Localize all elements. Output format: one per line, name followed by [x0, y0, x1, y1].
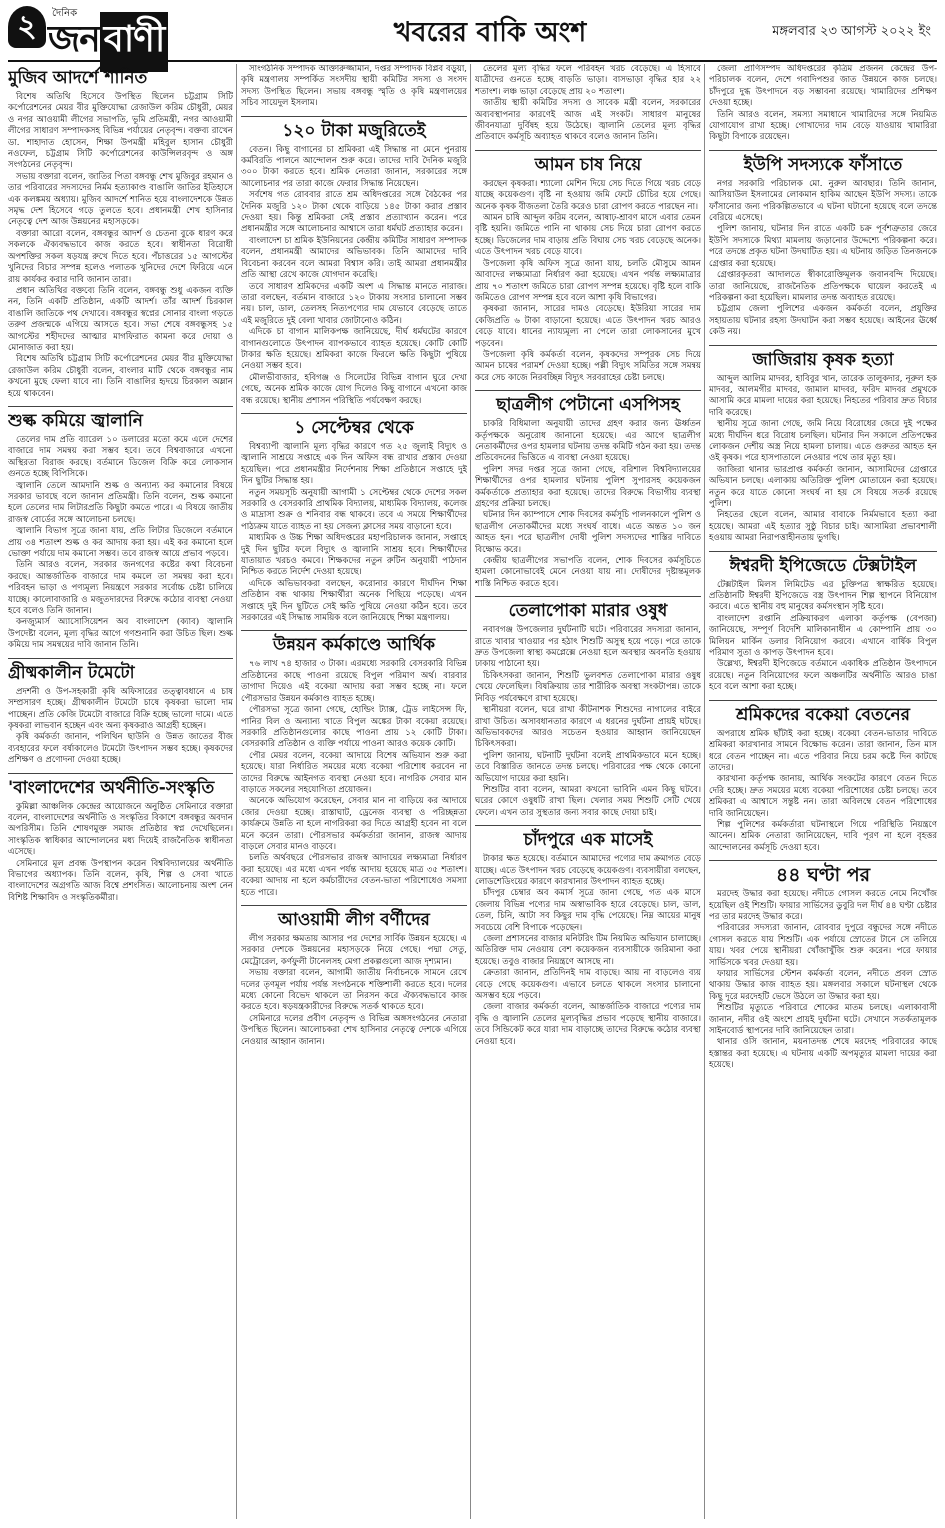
- story-separator: [475, 596, 701, 597]
- column-divider: [704, 64, 705, 1519]
- story-paragraph: চাকরি বিধিমালা অনুযায়ী তাদের গ্রহণ করার জন্য ঊর্ধ্বতন কর্তৃপক্ষকে অনুরোধ জানানো হয়েছে। এর আগে ছাত্রলীগ নেতাকর্মীদের ওপর হামলার ঘটনায় তদন্ত কমিটি গঠন করা হয়। তদন্ত প্রতিবেদনের ভিত্তিতে এ ব্যবস্থা নেওয়া হয়েছে।: [475, 419, 701, 464]
- story-paragraph: এদিকে চা বাগান মালিকপক্ষ জানিয়েছে, দীর্ঘ ধর্মঘটের কারণে বাগানগুলোতে উৎপাদন ব্যাপকভাবে ব্যাহত হয়েছে। কোটি কোটি টাকার ক্ষতি হয়েছে। শ্রমিকরা কাজে ফিরলে ক্ষতি কিছুটা পুষিয়ে নেওয়া সম্ভব হবে।: [241, 327, 467, 372]
- story-paragraph: শিশুটির বাবা বলেন, আমরা কখনো ভাবিনি এমন কিছু ঘটবে। ঘরের কোণে ওষুধটি রাখা ছিল। খেলার সময় শিশুটি সেটি খেয়ে ফেলে। এখন তার সুস্থতার জন্য সবার কাছে দোয়া চাই।: [475, 784, 701, 818]
- section-title: খবরের বাকি অংশ: [393, 17, 587, 48]
- story-headline: ১ সেপ্টেম্বর থেকে: [294, 417, 414, 438]
- column-1: [8, 64, 233, 1519]
- story-paragraph: জাতীয় স্থায়ী কমিটির সদস্য ও সাবেক মন্ত্রী বলেন, সরকারের অব্যবস্থাপনার কারণেই আজ এই সংকট। সাধারণ মানুষের জীবনযাত্রা দুর্বিষহ হয়ে উঠেছে। জ্বালানি তেলের মূল্য বৃদ্ধির প্রতিবাদে কর্মসূচি অব্যাহত থাকবে বলেও জানান তিনি।: [475, 98, 701, 143]
- story-paragraph: মাধ্যমিক ও উচ্চ শিক্ষা অধিদপ্তরের মহাপরিচালক জানান, সপ্তাহে দুই দিন ছুটির ফলে বিদ্যুৎ ও জ্বালানি সাশ্রয় হবে। শিক্ষার্থীদের যাতায়াত খরচও কমবে। শিক্ষকদের নতুন রুটিন অনুযায়ী পাঠদান নিশ্চিত করতে নির্দেশ দেওয়া হয়েছে।: [241, 533, 467, 578]
- story-headline: মুজিব আদর্শে শানিত: [8, 68, 148, 88]
- news-story: [475, 64, 701, 144]
- story-separator: [475, 150, 701, 151]
- story-paragraph: মরদেহ উদ্ধার করা হয়েছে। নদীতে গোসল করতে নেমে নিখোঁজ হয়েছিল ওই শিশুটি। ফায়ার সার্ভিসের ডুবুরি দল দীর্ঘ ৪৪ ঘণ্টা চেষ্টার পর তার মরদেহ উদ্ধার করে।: [709, 889, 937, 922]
- story-headline: শ্রমিকদের বকেয়া বেতনের: [735, 704, 911, 725]
- news-story: [709, 64, 937, 144]
- story-paragraph: পরিবারের সদস্যরা জানান, রোববার দুপুরে বন্ধুদের সঙ্গে নদীতে গোসল করতে যায় শিশুটি। এক পর্যায়ে স্রোতের টানে সে তলিয়ে যায়। খবর পেয়ে স্থানীয়রা খোঁজাখুঁজি শুরু করেন। পরে ফায়ার সার্ভিসকে খবর দেওয়া হয়।: [709, 923, 937, 968]
- story-paragraph: স্থানীয় সূত্রে জানা গেছে, জমি নিয়ে বিরোধের জেরে দুই পক্ষের মধ্যে দীর্ঘদিন ধরে বিরোধ চলছিল। ঘটনার দিন সকালে প্রতিপক্ষের লোকজন দেশীয় অস্ত্র নিয়ে হামলা চালায়। এতে গুরুতর আহত হন ওই কৃষক। পরে হাসপাতালে নেওয়ার পথে তার মৃত্যু হয়।: [709, 419, 937, 464]
- story-paragraph: সর্বশেষ গত রোববার রাতে শ্রম অধিদপ্তরের সঙ্গে বৈঠকের পর দৈনিক মজুরি ১২০ টাকা থেকে বাড়িয়ে ১৪৫ টাকা করার প্রস্তাব দেওয়া হয়। কিন্তু শ্রমিকরা সেই প্রস্তাব প্রত্যাখ্যান করেন। পরে প্রধানমন্ত্রীর সঙ্গে আলোচনার আশ্বাসে তারা ধর্মঘট প্রত্যাহার করেন।: [241, 190, 467, 235]
- story-paragraph: থানার ওসি জানান, ময়নাতদন্ত শেষে মরদেহ পরিবারের কাছে হস্তান্তর করা হয়েছে। এ ঘটনায় একটি অপমৃত্যুর মামলা দায়ের করা হয়েছে।: [709, 1037, 937, 1071]
- dateline: মঙ্গলবার ২৩ আগস্ট ২০২২ ইং: [772, 24, 931, 39]
- news-story: [709, 551, 937, 694]
- page-number: ২: [8, 6, 46, 48]
- story-paragraph: বক্তারা আরো বলেন, বঙ্গবন্ধুর আদর্শ ও চেতনা বুকে ধারণ করে সকলকে ঐক্যবদ্ধভাবে কাজ করতে হবে। স্বাধীনতা বিরোধী অপশক্তির সকল ষড়যন্ত্র রুখে দিতে হবে। পঁচাত্তরের ১৫ আগস্টের খুনিদের বিচার সম্পন্ন হলেও পলাতক খুনিদের দেশে ফিরিয়ে এনে রায় কার্যকর করার দাবি জানান তারা।: [8, 228, 233, 285]
- story-paragraph: চিকিৎসকরা জানান, শিশুটি ভুলবশত তেলাপোকা মারার ওষুধ খেয়ে ফেলেছিল। বিষক্রিয়ায় তার শারীরিক অবস্থা সংকটাপন্ন। তাকে নিবিড় পর্যবেক্ষণে রাখা হয়েছে।: [475, 670, 701, 704]
- column-divider: [470, 64, 471, 1519]
- story-paragraph: জেলা প্রাণিসম্পদ অধিদপ্তরের কৃত্রিম প্রজনন কেন্দ্রের উপ-পরিচালক বলেন, দেশে গবাদিপশুর জাত উন্নয়নে কাজ চলছে। চাঁদপুরে দুগ্ধ উৎপাদনে বড় সম্ভাবনা রয়েছে। খামারিদের প্রশিক্ষণ দেওয়া হচ্ছে।: [709, 64, 937, 109]
- story-paragraph: ক্রেতারা জানান, প্রতিদিনই দাম বাড়ছে। আয় না বাড়লেও ব্যয় বেড়ে গেছে কয়েকগুণ। এভাবে চলতে থাকলে সংসার চালানো অসম্ভব হয়ে পড়বে।: [475, 968, 701, 1002]
- story-paragraph: গ্রেপ্তারকৃতরা আদালতে স্বীকারোক্তিমূলক জবানবন্দি দিয়েছে। তারা জানিয়েছে, রাজনৈতিক প্রতিপক্ষকে ঘায়েল করতেই এ পরিকল্পনা করা হয়েছিল। মামলার তদন্ত অব্যাহত রয়েছে।: [709, 270, 937, 303]
- column-4: [709, 64, 937, 1519]
- story-paragraph: তিনি আরও বলেন, সরকার জনগণের কষ্টের কথা বিবেচনা করছে। আন্তর্জাতিক বাজারে দাম কমলে তা সমন্বয় করা হবে। পরিবহন ভাড়া ও পণ্যমূল্য নিয়ন্ত্রণে সরকার সর্বোচ্চ চেষ্টা চালিয়ে যাচ্ছে। কালোবাজারি ও মজুতদারদের বিরুদ্ধে কঠোর ব্যবস্থা নেওয়া হবে বলেও তিনি জানান।: [8, 560, 233, 617]
- story-paragraph: পুলিশ জানায়, ঘটনাটি দুর্ঘটনা বলেই প্রাথমিকভাবে মনে হচ্ছে। তবে বিস্তারিত জানতে তদন্ত চলছে। পরিবারের পক্ষ থেকে কোনো অভিযোগ দায়ের করা হয়নি।: [475, 750, 701, 784]
- news-story: [241, 905, 467, 1048]
- story-headline: আমন চাষ নিয়ে: [534, 154, 642, 175]
- logo-part1: জন: [48, 19, 100, 60]
- news-story: [709, 700, 937, 854]
- story-separator: [475, 825, 701, 826]
- story-paragraph: কারখানা কর্তৃপক্ষ জানায়, আর্থিক সংকটের কারণে বেতন দিতে দেরি হচ্ছে। দ্রুত সময়ের মধ্যে বকেয়া পরিশোধের চেষ্টা চলছে। তবে শ্রমিকরা এ আশ্বাসে সন্তুষ্ট নন। তারা অবিলম্বে বেতন পরিশোধের দাবি জানিয়েছেন।: [709, 774, 937, 819]
- story-separator: [8, 773, 233, 774]
- news-story: [475, 596, 701, 819]
- story-paragraph: পুলিশ জানায়, ঘটনার দিন রাতে একটি চক্র পূর্বশত্রুতার জেরে ইউপি সদস্যকে মিথ্যা মামলায় জড়ানোর উদ্দেশ্যে পরিকল্পনা করে। পরে তদন্তে প্রকৃত ঘটনা উদঘাটিত হয়। এ ঘটনায় জড়িত তিনজনকে গ্রেপ্তার করা হয়েছে।: [709, 224, 937, 269]
- logo-part2: বাণী: [100, 12, 169, 72]
- story-paragraph: এদিকে অভিভাবকরা বলছেন, করোনার কারণে দীর্ঘদিন শিক্ষা প্রতিষ্ঠান বন্ধ থাকায় শিক্ষার্থীরা অনেক পিছিয়ে পড়েছে। এখন সপ্তাহে দুই দিন ছুটিতে সেই ক্ষতি পুষিয়ে নেওয়া কঠিন হবে। তবে সরকারের এই সিদ্ধান্ত সাময়িক বলে জানিয়েছে শিক্ষা মন্ত্রণালয়।: [241, 578, 467, 624]
- story-paragraph: সভায় বক্তারা বলেন, আগামী জাতীয় নির্বাচনকে সামনে রেখে দলের তৃণমূল পর্যায় পর্যন্ত সংগঠনকে শক্তিশালী করতে হবে। দলের মধ্যে কোনো বিভেদ থাকলে তা নিরসন করে ঐক্যবদ্ধভাবে কাজ করতে হবে। ষড়যন্ত্রকারীদের বিরুদ্ধে সতর্ক থাকতে হবে।: [241, 968, 467, 1013]
- story-separator: [8, 406, 233, 407]
- story-headline: 'বাংলাদেশের অর্থনীতি-সংস্কৃতি: [8, 777, 215, 798]
- story-paragraph: বিশেষ অতিথি চট্টগ্রাম সিটি কর্পোরেশনের মেয়র বীর মুক্তিযোদ্ধা রেজাউল করিম চৌধুরী বলেন, বাংলার মাটি থেকে বঙ্গবন্ধুর নাম কখনো মুছে ফেলা যাবে না। তিনি বাঙালির হৃদয়ে চিরকাল অম্লান হয়ে থাকবেন।: [8, 354, 233, 399]
- story-separator: [241, 116, 467, 117]
- story-paragraph: জ্বালানি বিভাগ সূত্রে জানা যায়, প্রতি লিটার ডিজেলে বর্তমানে প্রায় ৩৪ শতাংশ শুল্ক ও কর আদায় করা হয়। এই কর কমানো হলে ভোক্তা পর্যায়ে দাম কমানো সম্ভব। তবে রাজস্ব আয়ে প্রভাব পড়বে।: [8, 526, 233, 560]
- story-paragraph: লীগ সরকার ক্ষমতায় আসার পর দেশের সার্বিক উন্নয়ন হয়েছে। এ সরকার দেশকে উন্নয়নের মহাসড়কে নিয়ে গেছে। পদ্মা সেতু, মেট্রোরেল, কর্ণফুলী টানেলসহ মেগা প্রকল্পগুলো আজ দৃশ্যমান।: [241, 934, 467, 967]
- story-paragraph: চলতি অর্থবছরে পৌরসভার রাজস্ব আদায়ের লক্ষ্যমাত্রা নির্ধারণ করা হয়েছে। এর মধ্যে এখন পর্যন্ত আদায় হয়েছে মাত্র ৩৫ শতাংশ। বকেয়া আদায় না হলে কর্মচারীদের বেতন-ভাতা পরিশোধেও সমস্যা হতে পারে।: [241, 853, 467, 898]
- story-paragraph: সেমিনারে মূল প্রবন্ধ উপস্থাপন করেন বিশ্ববিদ্যালয়ের অর্থনীতি বিভাগের অধ্যাপক। তিনি বলেন, কৃষি, শিল্প ও সেবা খাতে বাংলাদেশের অগ্রগতি আজ বিশ্বে প্রশংসিত। আলোচনায় অংশ নেন বিশিষ্ট শিক্ষাবিদ ও সংস্কৃতিকর্মীরা।: [8, 858, 233, 903]
- story-paragraph: আব্দুল আলিম মাদবর, হাবিবুর খান, তারেক তালুকদার, নূরুল হক মাদবর, আলমগীর মাদবর, জামাল মাদবর, ফরিদ মাদবর প্রমুখকে আসামি করে মামলা দায়ের করা হয়েছে। নিহতের পরিবার দ্রুত বিচার দাবি করেছে।: [709, 373, 937, 418]
- newspaper-logo: [48, 12, 168, 72]
- story-separator: [709, 345, 937, 346]
- story-headline: ছাত্রলীগ পেটানো এসপিসহ: [496, 395, 680, 416]
- story-paragraph: তিনি আরও বলেন, সমস্যা সমাধানে খামারিদের সঙ্গে নিয়মিত যোগাযোগ রাখা হচ্ছে। গোখাদ্যের দাম বেড়ে যাওয়ায় খামারিরা কিছুটা বিপাকে রয়েছেন।: [709, 109, 937, 143]
- story-paragraph: কৃষি কর্মকর্তা জানান, পলিথিন ছাউনি ও উন্নত জাতের বীজ ব্যবহারের ফলে বর্ষাকালেও টমেটো উৎপাদন সম্ভব হচ্ছে। কৃষকদের প্রশিক্ষণ ও প্রণোদনা দেওয়া হচ্ছে।: [8, 732, 233, 766]
- story-separator: [709, 551, 937, 552]
- story-paragraph: আমন চাষি আব্দুল করিম বলেন, আষাঢ়-শ্রাবণ মাসে এবার তেমন বৃষ্টি হয়নি। জমিতে পানি না থাকায় সেচ দিয়ে চারা রোপণ করতে হচ্ছে। ডিজেলের দাম বাড়ায় প্রতি বিঘায় সেচ খরচ বেড়েছে অনেক। এতে উৎপাদন খরচ বেড়ে যাবে।: [475, 213, 701, 258]
- news-story: [709, 860, 937, 1072]
- story-headline: জাজিরায় কৃষক হত্যা: [752, 349, 894, 370]
- story-paragraph: বিশেষ অতিথি হিসেবে উপস্থিত ছিলেন চট্টগ্রাম সিটি কর্পোরেশনের মেয়র বীর মুক্তিযোদ্ধা রেজাউল করিম চৌধুরী, মেয়র ও নগর আওয়ামী লীগের সভাপতি, ভূমি প্রতিমন্ত্রী, নগর আওয়ামী লীগের সাধারণ সম্পাদকসহ বিভিন্ন পর্যায়ের নেতৃবৃন্দ। বক্তব্য রাখেন ডা. শাহাদাত হোসেন, শিক্ষা উপমন্ত্রী মহিবুল হাসান চৌধুরী নওফেল, চট্টগ্রাম সিটি কর্পোরেশনের কাউন্সিলরবৃন্দ ও অঙ্গ সংগঠনের নেতৃবৃন্দ।: [8, 92, 233, 171]
- story-paragraph: বেতন। কিছু বাগানের চা শ্রমিকরা এই সিদ্ধান্ত না মেনে পুনরায় কর্মবিরতি পালনে আন্দোলন শুরু করে। তাদের দাবি দৈনিক মজুরি ৩০০ টাকা করতে হবে। শ্রমিক নেতারা জানান, সরকারের সঙ্গে আলোচনার পর তারা কাজে ফেরার সিদ্ধান্ত নিয়েছেন।: [241, 144, 467, 189]
- story-paragraph: কুমিল্লা আঞ্চলিক কেন্দ্রের আয়োজনে অনুষ্ঠিত সেমিনারে বক্তারা বলেন, বাংলাদেশের অর্থনীতি ও সংস্কৃতির বিকাশে বঙ্গবন্ধুর অবদান অপরিসীম। তিনি শোষণমুক্ত সমাজ প্রতিষ্ঠার স্বপ্ন দেখেছিলেন। সাংস্কৃতিক স্বাধিকার আন্দোলনের মধ্য দিয়েই রাজনৈতিক স্বাধীনতা এসেছে।: [8, 801, 233, 858]
- story-paragraph: টাকার ক্ষত হয়েছে। বর্তমানে আমাদের পণ্যের দাম ক্রমাগত বেড়ে যাচ্ছে। এতে উৎপাদন খরচ বেড়েছে কয়েকগুণ। ব্যবসায়ীরা বলছেন, লোডশেডিংয়ের কারণে কারখানার উৎপাদন ব্যাহত হচ্ছে।: [475, 854, 701, 887]
- story-paragraph: সভায় বক্তারা বলেন, জাতির পিতা বঙ্গবন্ধু শেখ মুজিবুর রহমান ও তার পরিবারের সদস্যদের নির্মম হত্যাকাণ্ড বাঙালি জাতির ইতিহাসে এক কলঙ্কময় অধ্যায়। মুজিব আদর্শে শানিত হয়ে বাংলাদেশকে উন্নত সমৃদ্ধ দেশ হিসেবে গড়ে তুলতে হবে। প্রধানমন্ত্রী শেখ হাসিনার নেতৃত্বে দেশ আজ উন্নয়নের মহাসড়কে।: [8, 171, 233, 228]
- column-3: [475, 64, 701, 1519]
- news-story: [241, 116, 467, 407]
- masthead-rule: [8, 60, 937, 62]
- news-story: [475, 825, 701, 1048]
- story-paragraph: উল্লেখ্য, ঈশ্বরদী ইপিজেডে বর্তমানে একাধিক প্রতিষ্ঠান উৎপাদনে রয়েছে। নতুন বিনিয়োগের ফলে অঞ্চলটির অর্থনীতি আরও চাঙা হবে বলে আশা করা হচ্ছে।: [709, 659, 937, 693]
- story-paragraph: বাংলাদেশ চা শ্রমিক ইউনিয়নের কেন্দ্রীয় কমিটির সাধারণ সম্পাদক বলেন, প্রধানমন্ত্রী আমাদের অভিভাবক। তিনি আমাদের দাবি বিবেচনা করবেন বলে আমরা বিশ্বাস করি। তাই আমরা প্রধানমন্ত্রীর প্রতি আস্থা রেখে কাজে যোগদান করেছি।: [241, 235, 467, 281]
- story-paragraph: জেলা বাজার কর্মকর্তা বলেন, আন্তর্জাতিক বাজারে পণ্যের দাম বৃদ্ধি ও জ্বালানি তেলের মূল্যবৃদ্ধির প্রভাব পড়েছে স্থানীয় বাজারে। তবে সিন্ডিকেট করে যারা দাম বাড়াচ্ছে তাদের বিরুদ্ধে কঠোর ব্যবস্থা নেওয়া হবে।: [475, 1002, 701, 1047]
- story-separator: [241, 413, 467, 414]
- story-paragraph: অনেকে অভিযোগ করেছেন, সেবার মান না বাড়িয়ে কর আদায়ে জোর দেওয়া হচ্ছে। রাস্তাঘাট, ড্রেনেজ ব্যবস্থা ও পরিচ্ছন্নতা কার্যক্রমে উন্নতি না হলে নাগরিকরা কর দিতে আগ্রহী হবেন না বলে মনে করেন তারা। পৌরসভার কর্মকর্তারা জানান, রাজস্ব আদায় বাড়লে সেবার মানও বাড়বে।: [241, 796, 467, 852]
- story-paragraph: উপজেলা কৃষি কর্মকর্তা বলেন, কৃষকদের সম্পূরক সেচ দিয়ে আমন চাষের পরামর্শ দেওয়া হচ্ছে। পল্লী বিদ্যুৎ সমিতির সঙ্গে সমন্বয় করে সেচ কাজে নিরবচ্ছিন্ন বিদ্যুৎ সরবরাহের চেষ্টা চলছে।: [475, 349, 701, 383]
- story-paragraph: উপজেলা কৃষি অফিস সূত্রে জানা যায়, চলতি মৌসুমে আমন আবাদের লক্ষ্যমাত্রা নির্ধারণ করা হয়েছে। এখন পর্যন্ত লক্ষ্যমাত্রার প্রায় ৭০ শতাংশ জমিতে চারা রোপণ সম্পন্ন হয়েছে। বৃষ্টি হলে বাকি জমিতেও রোপণ সম্পন্ন হবে বলে আশা কৃষি বিভাগের।: [475, 258, 701, 303]
- story-paragraph: নিহতের ছেলে বলেন, আমার বাবাকে নির্মমভাবে হত্যা করা হয়েছে। আমরা এই হত্যার সুষ্ঠু বিচার চাই। আসামিরা প্রভাবশালী হওয়ায় আমরা নিরাপত্তাহীনতায় ভুগছি।: [709, 510, 937, 544]
- story-paragraph: নগর সরকারি পরিচালক মো. নুরুল আবছার। তিনি জানান, আসিয়াউল ইসলামের লোকমান হাকিম আছেন ইউপি সদস্য। তাকে ফাঁসানোর জন্য পরিকল্পিতভাবে এ ঘটনা ঘটানো হয়েছে বলে তদন্তে বেরিয়ে এসেছে।: [709, 178, 937, 224]
- story-paragraph: প্রদর্শনী ও উপ-সহকারী কৃষি অফিসারের তত্ত্বাবধানে এ চাষ সম্প্রসারণ হচ্ছে। গ্রীষ্মকালীন টমেটো চাষে কৃষকরা ভালো দাম পাচ্ছেন। প্রতি কেজি টমেটো বাজারে বিক্রি হচ্ছে ভালো দামে। এতে কৃষকরা লাভবান হচ্ছেন এবং অন্য কৃষকরাও আগ্রহী হচ্ছেন।: [8, 686, 233, 731]
- story-paragraph: নবাবগঞ্জ উপজেলার দুর্ঘটনাটি ঘটে। পরিবারের সদস্যরা জানান, রাতে খাবার খাওয়ার পর হঠাৎ শিশুটি অসুস্থ হয়ে পড়ে। পরে তাকে দ্রুত উপজেলা স্বাস্থ্য কমপ্লেক্সে নেওয়া হলে অবস্থার অবনতি হওয়ায় ঢাকায় পাঠানো হয়।: [475, 625, 701, 670]
- story-separator: [241, 630, 467, 631]
- story-headline: তেলাপোকা মারার ওষুধ: [508, 601, 668, 622]
- story-headline: উন্নয়ন কর্মকাণ্ডে আর্থিক: [273, 635, 435, 656]
- story-headline: চাঁদপুরে এক মাসেই: [523, 830, 653, 851]
- story-paragraph: কেন্দ্রীয় ছাত্রলীগের সভাপতি বলেন, শোক দিবসের কর্মসূচিতে হামলা কোনোভাবেই মেনে নেওয়া যায় না। দোষীদের দৃষ্টান্তমূলক শাস্তি নিশ্চিত করতে হবে।: [475, 556, 701, 589]
- news-story: [241, 413, 467, 625]
- news-story: [475, 150, 701, 384]
- story-separator: [8, 658, 233, 659]
- story-paragraph: তেলের দাম প্রতি ব্যারেল ১০ ডলারের মতো কমে এলে দেশের বাজারে দাম সমন্বয় করা সম্ভব হবে। তবে বিশ্ববাজারে এখনো অস্থিরতা বিরাজ করছে। বর্তমানে ডিজেল বিক্রি করে লোকসান গুনতে হচ্ছে বিপিসিকে।: [8, 434, 233, 480]
- story-paragraph: পুলিশ সদর দপ্তর সূত্রে জানা গেছে, বরিশাল বিশ্ববিদ্যালয়ের শিক্ষার্থীদের ওপর হামলার ঘটনায় পুলিশ সুপারসহ কয়েকজন কর্মকর্তাকে প্রত্যাহার করা হয়েছে। তাদের বিরুদ্ধে বিভাগীয় ব্যবস্থা গ্রহণের প্রক্রিয়া চলছে।: [475, 464, 701, 509]
- story-paragraph: কৃষকরা জানান, সারের দামও বেড়েছে। ইউরিয়া সারের দাম কেজিপ্রতি ৬ টাকা বাড়ানো হয়েছে। এতে উৎপাদন খরচ আরও বেড়ে যাবে। ধানের ন্যায্যমূল্য না পেলে তারা লোকসানের মুখে পড়বেন।: [475, 304, 701, 349]
- story-paragraph: শিল্প পুলিশের কর্মকর্তারা ঘটনাস্থলে গিয়ে পরিস্থিতি নিয়ন্ত্রণে আনেন। শ্রমিক নেতারা জানিয়েছেন, দাবি পূরণ না হলে বৃহত্তর আন্দোলনের কর্মসূচি দেওয়া হবে।: [709, 819, 937, 853]
- story-paragraph: প্রধান অতিথির বক্তব্যে তিনি বলেন, বঙ্গবন্ধু শুধু একজন ব্যক্তি নন, তিনি একটি প্রতিষ্ঠান, একটি আদর্শ। তাঁর আদর্শ চিরকাল বাঙালি জাতিকে পথ দেখাবে। বঙ্গবন্ধুর স্বপ্নের সোনার বাংলা গড়তে তরুণ প্রজন্মকে এগিয়ে আসতে হবে। সভা শেষে বঙ্গবন্ধুসহ ১৫ আগস্টের শহীদদের আত্মার মাগফিরাত কামনা করে দোয়া ও মোনাজাত করা হয়।: [8, 285, 233, 353]
- story-paragraph: জেলা প্রশাসনের বাজার মনিটরিং টিম নিয়মিত অভিযান চালাচ্ছে। অতিরিক্ত দাম নেওয়ায় বেশ কয়েকজন ব্যবসায়ীকে জরিমানা করা হয়েছে। তবুও বাজার নিয়ন্ত্রণে আসছে না।: [475, 934, 701, 967]
- story-paragraph: জ্বালানি তেলে আমদানি শুল্ক ও অন্যান্য কর কমানোর বিষয়ে সরকার ভাবছে বলে জানান প্রতিমন্ত্রী। তিনি বলেন, শুল্ক কমানো হলে তেলের দাম লিটারপ্রতি কিছুটা কমতে পারে। এ বিষয়ে জাতীয় রাজস্ব বোর্ডের সঙ্গে আলোচনা চলছে।: [8, 480, 233, 525]
- masthead: [0, 0, 945, 60]
- story-paragraph: নতুন সময়সূচি অনুযায়ী আগামী ১ সেপ্টেম্বর থেকে দেশের সকল সরকারি ও বেসরকারি প্রাথমিক বিদ্যালয়, মাধ্যমিক বিদ্যালয়, কলেজ ও মাদ্রাসা শুক্র ও শনিবার বন্ধ থাকবে। তবে এ সময়ে শিক্ষার্থীদের পাঠ্যক্রম যাতে ব্যাহত না হয় সেজন্য ক্লাসের সময় বাড়ানো হবে।: [241, 487, 467, 532]
- news-story: [709, 150, 937, 339]
- news-story: [8, 406, 233, 652]
- news-story: [8, 68, 233, 400]
- story-paragraph: ৭৬ লাখ ৭৪ হাজার ৩ টাকা। এরমধ্যে সরকারি বেসরকারি বিভিন্ন প্রতিষ্ঠানের কাছে পাওনা রয়েছে বিপুল পরিমাণ অর্থ। বারবার তাগাদা দিয়েও এই বকেয়া আদায় করা সম্ভব হচ্ছে না। ফলে পৌরসভার উন্নয়ন কর্মকাণ্ড ব্যাহত হচ্ছে।: [241, 659, 467, 704]
- news-story: [241, 630, 467, 899]
- news-story: [8, 773, 233, 905]
- news-story: [475, 390, 701, 590]
- logo-daily: দৈনিক: [52, 8, 78, 19]
- story-paragraph: বিশ্বব্যাপী জ্বালানি মূল্য বৃদ্ধির কারণে গত ২৫ জুলাই বিদ্যুৎ ও জ্বালানি সাশ্রয়ে সপ্তাহে এক দিন অফিস বন্ধ রাখার প্রস্তাব দেওয়া হয়েছিল। পরে প্রধানমন্ত্রীর নির্দেশনায় শিক্ষা প্রতিষ্ঠানে সপ্তাহে দুই দিন ছুটির সিদ্ধান্ত হয়।: [241, 441, 467, 487]
- news-story: [8, 658, 233, 767]
- story-separator: [709, 150, 937, 151]
- story-headline: ইউপি সদস্যকে ফাঁসাতে: [743, 154, 903, 175]
- story-headline: শুল্ক কমিয়ে জ্বালানি: [8, 410, 143, 431]
- story-headline: গ্রীষ্মকালীন টমেটো: [8, 662, 135, 683]
- story-paragraph: শিশুটির মৃত্যুতে পরিবারে শোকের মাতম চলছে। এলাকাবাসী জানান, নদীর ওই অংশে প্রায়ই দুর্ঘটনা ঘটে। সেখানে সতর্কতামূলক সাইনবোর্ড স্থাপনের দাবি জানিয়েছেন তারা।: [709, 1003, 937, 1037]
- story-paragraph: মৌলভীবাজার, হবিগঞ্জ ও সিলেটের বিভিন্ন বাগান ঘুরে দেখা গেছে, অনেক শ্রমিক কাজে যোগ দিলেও কিছু বাগানে এখনো কাজ বন্ধ রয়েছে। স্থানীয় প্রশাসন পরিস্থিতি পর্যবেক্ষণ করছে।: [241, 372, 467, 406]
- story-paragraph: টেক্সটাইল মিলস লিমিটেড এর চুক্তিপত্র স্বাক্ষরিত হয়েছে। প্রতিষ্ঠানটি ঈশ্বরদী ইপিজেডে বস্ত্র উৎপাদন শিল্প স্থাপনে বিনিয়োগ করবে। এতে স্থানীয় বহু মানুষের কর্মসংস্থান সৃষ্টি হবে।: [709, 579, 937, 613]
- column-divider: [236, 64, 237, 1519]
- story-separator: [475, 390, 701, 391]
- story-paragraph: পৌরসভা সূত্রে জানা গেছে, হোল্ডিং ট্যাক্স, ট্রেড লাইসেন্স ফি, পানির বিল ও অন্যান্য খাতে বিপুল অঙ্কের টাকা বকেয়া রয়েছে। সরকারি প্রতিষ্ঠানগুলোর কাছে পাওনা প্রায় ১২ কোটি টাকা। বেসরকারি প্রতিষ্ঠান ও ব্যক্তি পর্যায়ে পাওনা আরও কয়েক কোটি।: [241, 705, 467, 750]
- story-separator: [709, 700, 937, 701]
- story-paragraph: পৌর মেয়র বলেন, বকেয়া আদায়ে বিশেষ অভিযান শুরু করা হয়েছে। যারা নির্ধারিত সময়ের মধ্যে বকেয়া পরিশোধ করবেন না তাদের বিরুদ্ধে আইনগত ব্যবস্থা নেওয়া হবে। নাগরিক সেবার মান বাড়াতে সকলের সহযোগিতা প্রয়োজন।: [241, 750, 467, 795]
- story-paragraph: তবে সাধারণ শ্রমিকদের একটি অংশ এ সিদ্ধান্ত মানতে নারাজ। তারা বলছেন, বর্তমান বাজারে ১২০ টাকায় সংসার চালানো সম্ভব নয়। চাল, ডাল, তেলসহ নিত্যপণ্যের দাম যেভাবে বেড়েছে তাতে এই মজুরিতে দুই বেলা খাবার জোটানোও কঠিন।: [241, 281, 467, 326]
- story-paragraph: কনজ্যুমার্স অ্যাসোসিয়েশন অব বাংলাদেশ (ক্যাব) জ্বালানি উপদেষ্টা বলেন, মূল্য বৃদ্ধির আগে গণশুনানি করা উচিত ছিল। শুল্ক কমিয়ে দাম সমন্বয়ের দাবি জানান তিনি।: [8, 617, 233, 651]
- story-headline: আওয়ামী লীগ বর্ণীদের: [278, 910, 430, 930]
- story-paragraph: সাংগঠনিক সম্পাদক আক্তারুজ্জামান, দপ্তর সম্পাদক বিপ্লব বড়ুয়া, কৃষি মন্ত্রণালয় সম্পর্কিত সংসদীয় স্থায়ী কমিটির সদস্য ও সংসদ সদস্য উপস্থিত ছিলেন। সভায় বঙ্গবন্ধু স্মৃতি ও কৃষি মন্ত্রণালয়ের সচিব সায়েদুল ইসলাম।: [241, 64, 467, 109]
- news-story: [241, 64, 467, 110]
- story-paragraph: বাংলাদেশ রপ্তানি প্রক্রিয়াকরণ এলাকা কর্তৃপক্ষ (বেপজা) জানিয়েছে, সম্পূর্ণ বিদেশি মালিকানাধীন এ কোম্পানি প্রায় ৩০ মিলিয়ন মার্কিন ডলার বিনিয়োগ করবে। এখানে বার্ষিক বিপুল পরিমাণ সুতা ও কাপড় উৎপাদন হবে।: [709, 613, 937, 659]
- story-separator: [241, 905, 467, 906]
- story-headline: ১২০ টাকা মজুরিতেই: [282, 120, 426, 141]
- story-paragraph: অপরাধে শ্রমিক ছাঁটাই করা হচ্ছে। বকেয়া বেতন-ভাতার দাবিতে শ্রমিকরা কারখানার সামনে বিক্ষোভ করেন। তারা জানান, তিন মাস ধরে বেতন পাচ্ছেন না। এতে পরিবার নিয়ে চরম কষ্টে দিন কাটছে তাদের।: [709, 728, 937, 773]
- story-separator: [709, 860, 937, 861]
- column-2: [241, 64, 467, 1519]
- story-headline: ঈশ্বরদী ইপিজেডে টেক্সটাইল: [729, 555, 917, 576]
- news-story: [709, 345, 937, 545]
- story-paragraph: করছেন কৃষকরা। শ্যালো মেশিন দিয়ে সেচ দিতে গিয়ে খরচ বেড়ে যাচ্ছে কয়েকগুণ। বৃষ্টি না হওয়ায় জমি ফেটে চৌচির হয়ে গেছে। অনেক কৃষক বীজতলা তৈরি করেও চারা রোপণ করতে পারছেন না।: [475, 178, 701, 212]
- story-paragraph: স্থানীয়রা বলেন, ঘরে রাখা কীটনাশক শিশুদের নাগালের বাইরে রাখা উচিত। অসাবধানতার কারণে এ ধরনের দুর্ঘটনা প্রায়ই ঘটছে। অভিভাবকদের আরও সচেতন হওয়ার আহ্বান জানিয়েছেন চিকিৎসকরা।: [475, 705, 701, 750]
- story-paragraph: ফায়ার সার্ভিসের স্টেশন কর্মকর্তা বলেন, নদীতে প্রবল স্রোত থাকায় উদ্ধার কাজ ব্যাহত হয়। মঙ্গলবার সকালে ঘটনাস্থল থেকে কিছু দূরে মরদেহটি ভেসে উঠলে তা উদ্ধার করা হয়।: [709, 969, 937, 1002]
- story-paragraph: চট্টগ্রাম জেলা পুলিশের একজন কর্মকর্তা বলেন, প্রযুক্তির সহায়তায় ঘটনার রহস্য উদঘাটন করা সম্ভব হয়েছে। আইনের ঊর্ধ্বে কেউ নয়।: [709, 304, 937, 338]
- story-paragraph: তেলের মূল্য বৃদ্ধির ফলে পরিবহন খরচ বেড়েছে। এ হিসাবে যাত্রীদের গুনতে হচ্ছে বাড়তি ভাড়া। বাসভাড়া বৃদ্ধির হার ২২ শতাংশ। লঞ্চ ভাড়া বেড়েছে প্রায় ২০ শতাংশ।: [475, 64, 701, 97]
- story-paragraph: ঘটনার দিন ক্যাম্পাসে শোক দিবসের কর্মসূচি পালনকালে পুলিশ ও ছাত্রলীগ নেতাকর্মীদের মধ্যে সংঘর্ষ বাধে। এতে অন্তত ১০ জন আহত হন। পরে ছাত্রলীগ দোষী পুলিশ সদস্যদের শাস্তির দাবিতে বিক্ষোভ করে।: [475, 510, 701, 555]
- story-paragraph: সেমিনারে দলের প্রবীণ নেতৃবৃন্দ ও বিভিন্ন অঙ্গসংগঠনের নেতারা উপস্থিত ছিলেন। আলোচকরা শেখ হাসিনার নেতৃত্বে দেশকে এগিয়ে নেওয়ার আহ্বান জানান।: [241, 1013, 467, 1047]
- story-headline: ৪৪ ঘণ্টা পর: [775, 864, 871, 887]
- story-paragraph: চাঁদপুর চেম্বার অব কমার্স সূত্রে জানা গেছে, গত এক মাসে জেলায় বিভিন্ন পণ্যের দাম অস্বাভাবিক হারে বেড়েছে। চাল, ডাল, তেল, চিনি, আটা সব কিছুর দাম বৃদ্ধি পেয়েছে। নিম্ন আয়ের মানুষ সবচেয়ে বেশি বিপাকে পড়েছেন।: [475, 888, 701, 933]
- story-paragraph: জাজিরা থানার ভারপ্রাপ্ত কর্মকর্তা জানান, আসামিদের গ্রেপ্তারে অভিযান চলছে। এলাকায় অতিরিক্ত পুলিশ মোতায়েন করা হয়েছে। নতুন করে যাতে কোনো সংঘর্ষ না হয় সে বিষয়ে সতর্ক রয়েছে পুলিশ।: [709, 464, 937, 509]
